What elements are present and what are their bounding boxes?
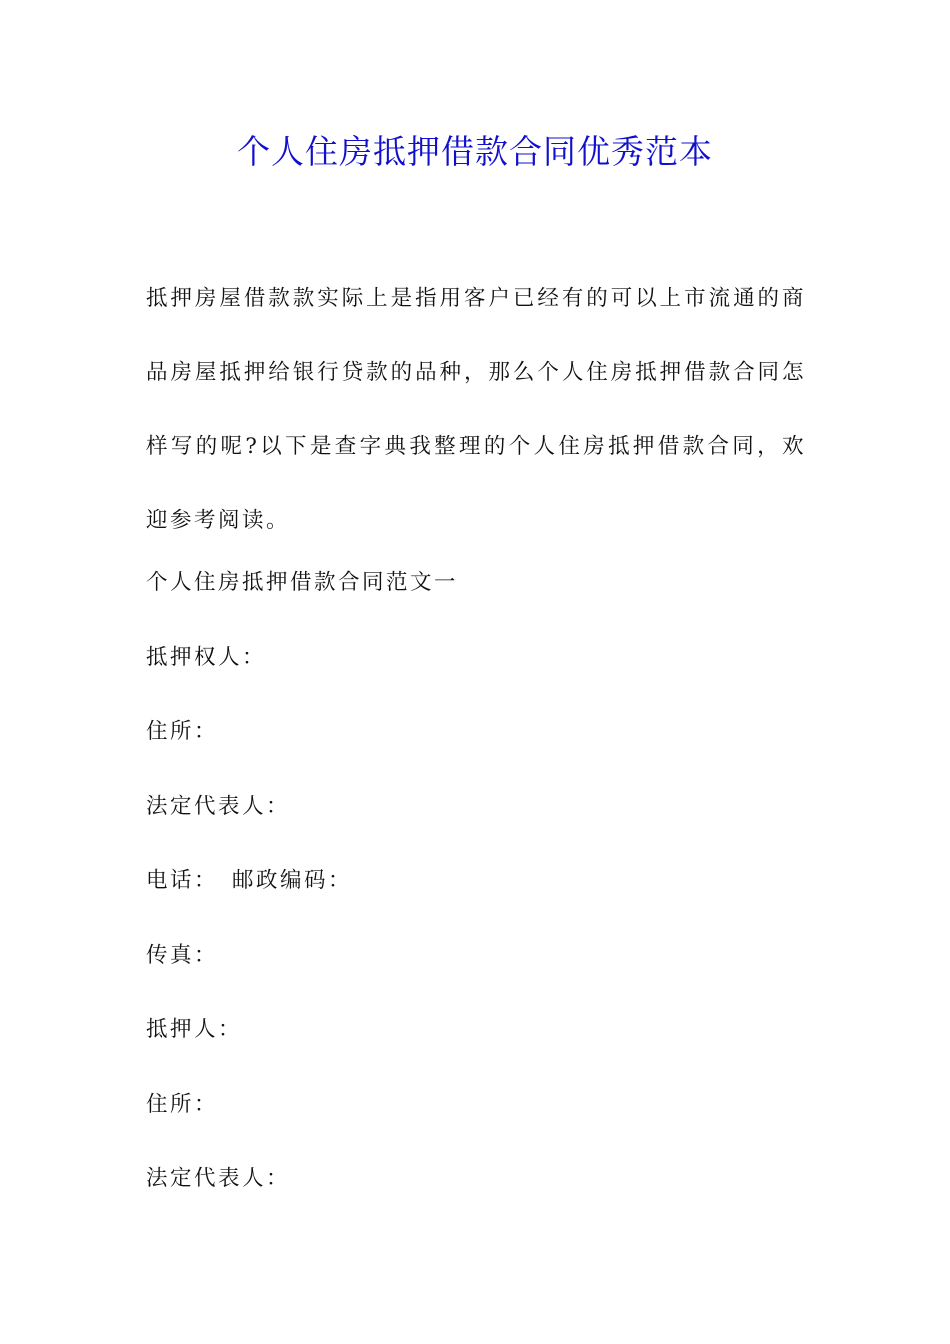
document-title: 个人住房抵押借款合同优秀范本 (237, 132, 713, 171)
intro-paragraph: 抵押房屋借款款实际上是指用客户已经有的可以上市流通的商品房屋抵押给银行贷款的品种，那么个人住房抵押借款合同怎样写的呢?以下是查字典我整理的个人住房抵押借款合同，欢迎参考阅读。 (146, 286, 806, 533)
mortgagor-legal-rep-label: 法定代表人： (146, 1166, 291, 1191)
mortgagee-address-label: 住所： (146, 719, 219, 744)
mortgagee-label: 抵押权人： (146, 645, 267, 670)
postal-code-label: 邮政编码： (232, 868, 353, 893)
mortgagor-label: 抵押人： (146, 1017, 243, 1042)
phone-label: 电话： (146, 868, 219, 893)
phone-postal-line (146, 861, 352, 901)
fax-label: 传真： (146, 943, 219, 968)
section-heading: 个人住房抵押借款合同范文一 (146, 570, 459, 595)
mortgagee-legal-rep-label: 法定代表人： (146, 794, 291, 819)
mortgagor-address-label: 住所： (146, 1092, 219, 1117)
